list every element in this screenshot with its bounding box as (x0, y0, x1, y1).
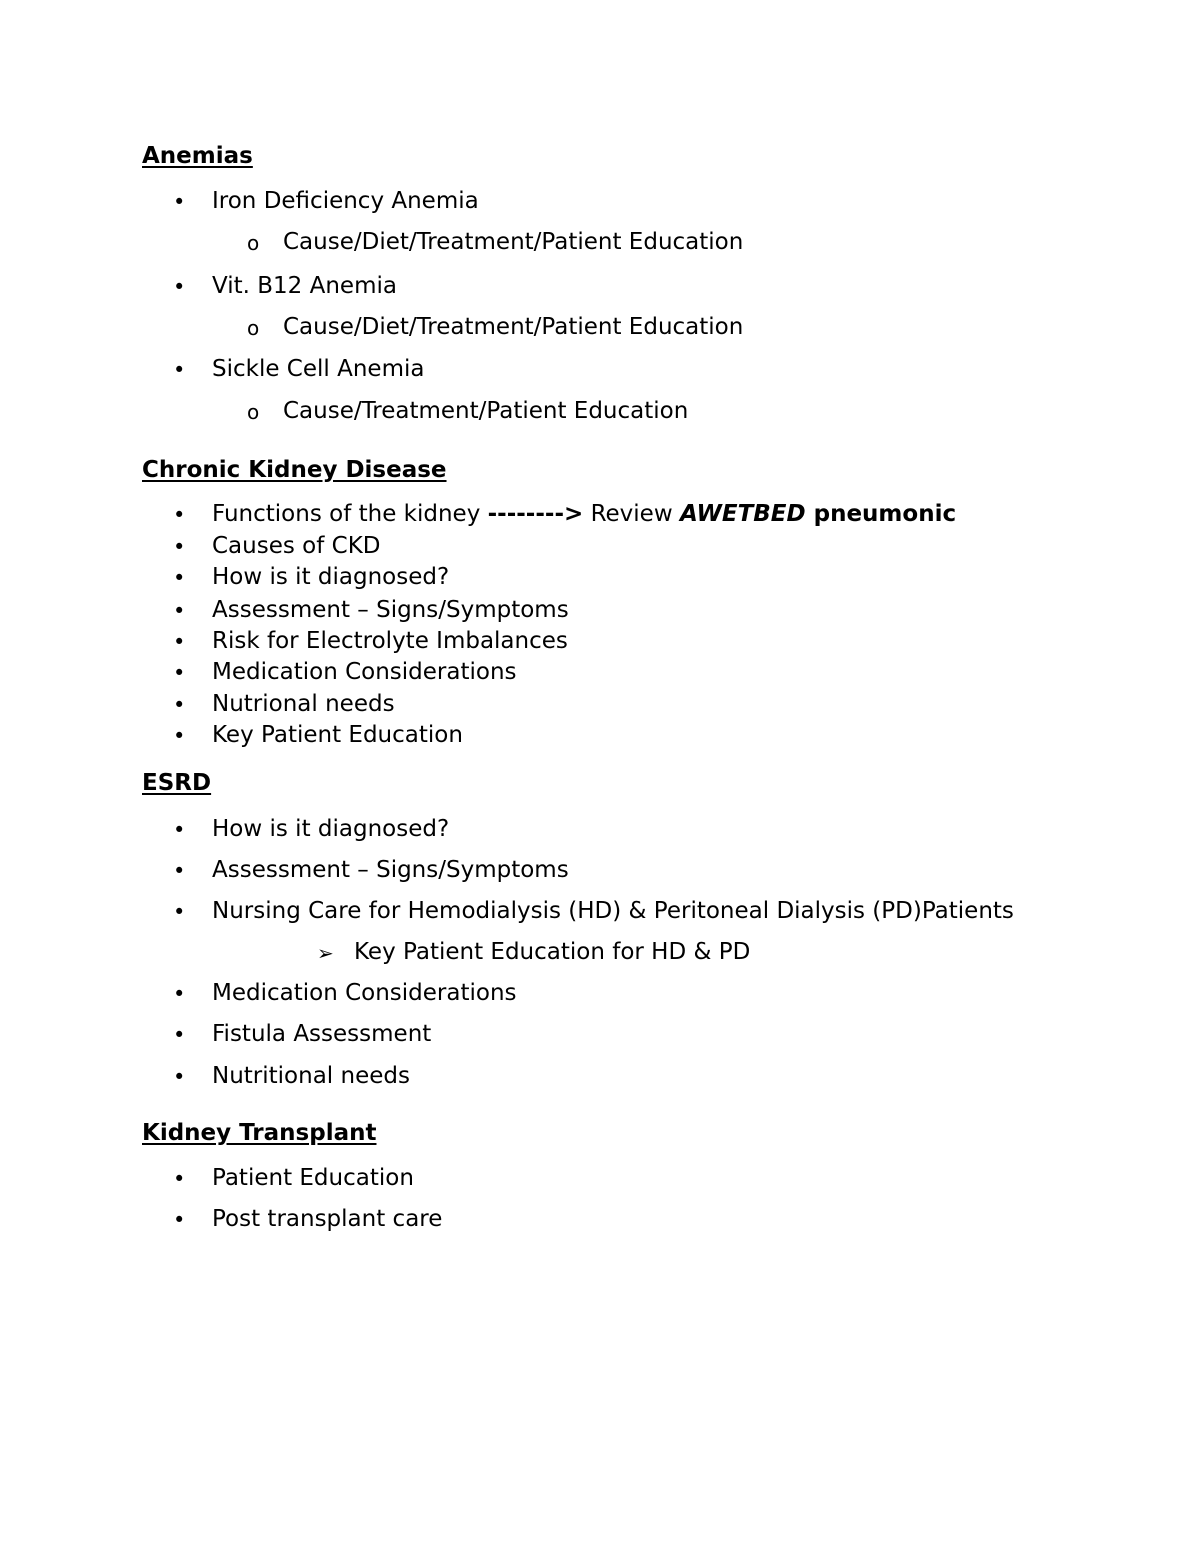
list-item: Medication Considerations (212, 659, 517, 685)
list-item: Iron Deficiency Anemia (212, 188, 479, 214)
list-item: Causes of CKD (212, 533, 381, 559)
list-item: Key Patient Education (212, 722, 463, 748)
list-item: How is it diagnosed? (212, 564, 450, 590)
section-heading-ckd: Chronic Kidney Disease (142, 457, 447, 483)
bullet-icon: • (173, 599, 186, 623)
list-item-kidney-functions (212, 503, 956, 526)
list-item: Nutritional needs (212, 1063, 410, 1089)
bullet-icon: • (173, 535, 186, 559)
bullet-icon: • (173, 190, 186, 214)
bullet-icon: • (173, 1065, 186, 1089)
circle-bullet-icon: o (247, 231, 260, 255)
list-item: Nursing Care for Hemodialysis (HD) & Peritoneal Dialysis (PD)Patients (212, 898, 1014, 924)
bullet-icon: • (173, 275, 186, 299)
bullet-icon: • (173, 982, 186, 1006)
bullet-icon: • (173, 818, 186, 842)
mnemonic-text: AWETBED (679, 501, 806, 527)
arrow-bullet-icon: ➢ (317, 941, 334, 965)
bullet-icon: • (173, 1023, 186, 1047)
list-item: Fistula Assessment (212, 1021, 432, 1047)
bullet-icon: • (173, 503, 186, 527)
bullet-icon: • (173, 1208, 186, 1232)
circle-bullet-icon: o (247, 316, 260, 340)
list-item: Nutrional needs (212, 691, 395, 717)
list-item: Medication Considerations (212, 980, 517, 1006)
list-item-text: Review (583, 501, 680, 527)
section-heading-esrd: ESRD (142, 770, 212, 796)
list-item: How is it diagnosed? (212, 816, 450, 842)
list-item: Patient Education (212, 1165, 414, 1191)
list-item: Post transplant care (212, 1206, 443, 1232)
bullet-icon: • (173, 661, 186, 685)
list-item: Risk for Electrolyte Imbalances (212, 628, 568, 654)
sub-list-item: Key Patient Education for HD & PD (354, 939, 751, 965)
bullet-icon: • (173, 358, 186, 382)
bullet-icon: • (173, 693, 186, 717)
bullet-icon: • (173, 859, 186, 883)
list-item: Sickle Cell Anemia (212, 356, 425, 382)
section-heading-kidney-transplant: Kidney Transplant (142, 1120, 377, 1146)
list-item: Vit. B12 Anemia (212, 273, 397, 299)
sub-list-item: Cause/Diet/Treatment/Patient Education (283, 314, 744, 340)
arrow-text: --------> (487, 501, 584, 527)
sub-list-item: Cause/Treatment/Patient Education (283, 398, 689, 424)
section-heading-anemias: Anemias (142, 143, 253, 169)
sub-list-item: Cause/Diet/Treatment/Patient Education (283, 229, 744, 255)
circle-bullet-icon: o (247, 400, 260, 424)
list-item: Assessment – Signs/Symptoms (212, 597, 569, 623)
bullet-icon: • (173, 900, 186, 924)
bullet-icon: • (173, 566, 186, 590)
bullet-icon: • (173, 724, 186, 748)
list-item: Assessment – Signs/Symptoms (212, 857, 569, 883)
list-item-text: pneumonic (805, 501, 957, 527)
bullet-icon: • (173, 1167, 186, 1191)
bullet-icon: • (173, 630, 186, 654)
list-item-text: Functions of the kidney (212, 501, 488, 527)
